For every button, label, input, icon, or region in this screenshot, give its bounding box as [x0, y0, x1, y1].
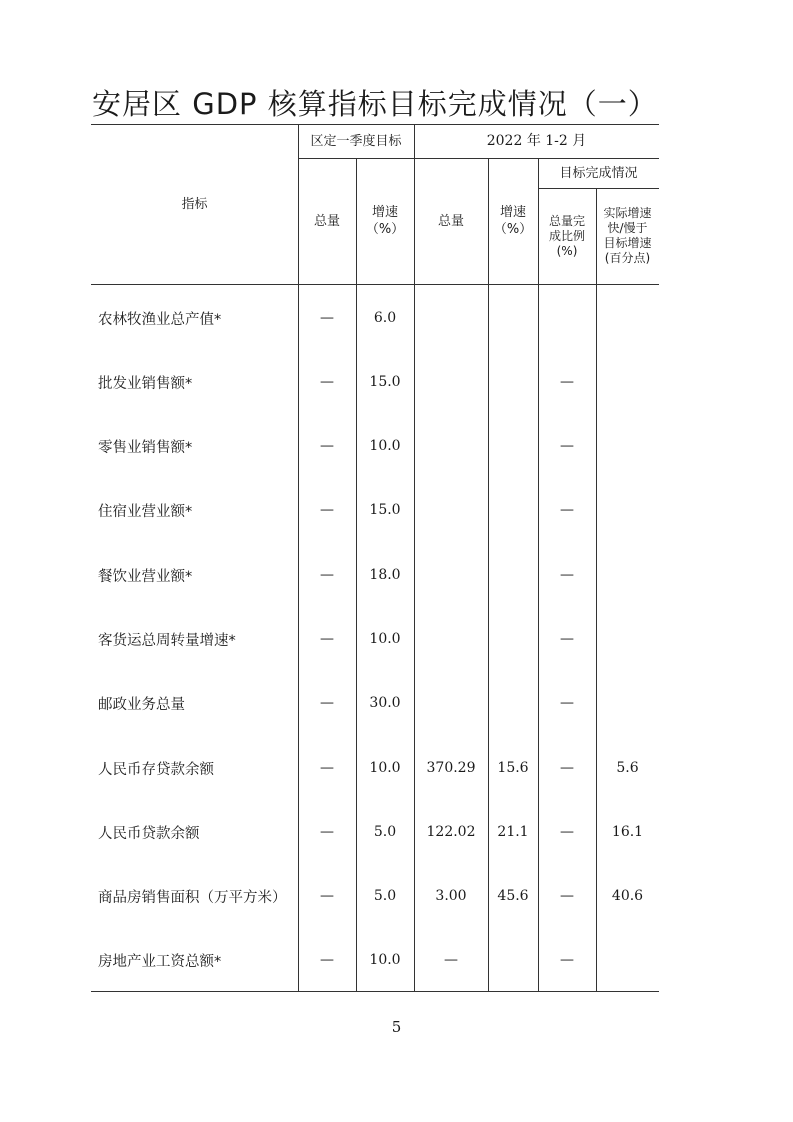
- target-growth-cell: 5.0: [373, 887, 397, 904]
- ratio-cell: [538, 306, 596, 330]
- page-title: 安居区 GDP 核算指标目标完成情况（一）: [92, 87, 658, 121]
- row-label: 房地产业工资总额*: [98, 953, 222, 970]
- target-total-cell: —: [320, 437, 334, 454]
- target-growth-cell: 10.0: [369, 759, 401, 776]
- actual-growth-cell: [488, 498, 538, 522]
- target-total-cell: —: [320, 887, 334, 904]
- target-growth-cell: 10.0: [369, 437, 401, 454]
- ratio-cell: —: [560, 951, 574, 968]
- actual-growth-cell: [488, 563, 538, 587]
- row-label: 零售业销售额*: [98, 439, 193, 456]
- actual-growth-cell: [488, 627, 538, 651]
- header-total-ratio: 总量完 成比例 (%): [548, 213, 585, 258]
- page-number: 5: [391, 1018, 402, 1036]
- target-total-cell: —: [320, 630, 334, 647]
- actual-total-cell: —: [444, 951, 458, 968]
- diff-cell: [596, 306, 659, 330]
- actual-growth-cell: 45.6: [497, 887, 529, 904]
- diff-cell: [596, 498, 659, 522]
- target-total-cell: —: [320, 823, 334, 840]
- ratio-cell: —: [560, 694, 574, 711]
- header-target-group: 区定一季度目标: [310, 133, 402, 149]
- header-actual-growth: 增速 （%）: [493, 205, 533, 237]
- header-completion-group: 目标完成情况: [559, 165, 638, 181]
- header-speed-diff: 实际增速 快/慢于 目标增速 (百分点): [603, 206, 652, 265]
- target-growth-cell: 6.0: [373, 309, 397, 326]
- actual-growth-cell: [488, 434, 538, 458]
- actual-total-cell: [414, 563, 488, 587]
- target-total-cell: —: [320, 501, 334, 518]
- target-total-cell: —: [320, 373, 334, 390]
- actual-total-cell: 370.29: [426, 759, 476, 776]
- diff-cell: [596, 691, 659, 715]
- row-label: 邮政业务总量: [98, 696, 185, 713]
- target-total-cell: —: [320, 309, 334, 326]
- actual-total-cell: [414, 691, 488, 715]
- actual-total-cell: 3.00: [435, 887, 467, 904]
- row-label: 农林牧渔业总产值*: [98, 311, 222, 328]
- row-label: 人民币存贷款余额: [98, 761, 214, 778]
- ratio-cell: —: [560, 373, 574, 390]
- row-label: 批发业销售额*: [98, 375, 193, 392]
- target-growth-cell: 15.0: [369, 373, 401, 390]
- ratio-cell: —: [560, 887, 574, 904]
- header-actual-total: 总量: [437, 213, 464, 229]
- actual-growth-cell: 15.6: [497, 759, 529, 776]
- diff-cell: [596, 370, 659, 394]
- target-growth-cell: 15.0: [369, 501, 401, 518]
- diff-cell: 16.1: [611, 823, 644, 840]
- target-total-cell: —: [320, 951, 334, 968]
- actual-total-cell: [414, 627, 488, 651]
- actual-total-cell: 122.02: [426, 823, 476, 840]
- target-total-cell: —: [320, 566, 334, 583]
- diff-cell: [596, 627, 659, 651]
- actual-growth-cell: [488, 370, 538, 394]
- ratio-cell: —: [560, 501, 574, 518]
- diff-cell: 5.6: [616, 759, 639, 776]
- row-label: 商品房销售面积（万平方米）: [98, 889, 287, 906]
- diff-cell: [596, 948, 659, 972]
- row-label: 餐饮业营业额*: [98, 568, 193, 585]
- actual-total-cell: [414, 498, 488, 522]
- target-total-cell: —: [320, 694, 334, 711]
- header-target-total: 总量: [313, 213, 340, 229]
- ratio-cell: —: [560, 630, 574, 647]
- row-label: 人民币贷款余额: [98, 825, 200, 842]
- diff-cell: [596, 563, 659, 587]
- diff-cell: 40.6: [611, 887, 644, 904]
- actual-growth-cell: [488, 948, 538, 972]
- actual-growth-cell: [488, 306, 538, 330]
- actual-total-cell: [414, 434, 488, 458]
- target-growth-cell: 30.0: [369, 694, 401, 711]
- ratio-cell: —: [560, 823, 574, 840]
- diff-cell: [596, 434, 659, 458]
- target-growth-cell: 10.0: [369, 951, 401, 968]
- row-label: 住宿业营业额*: [98, 503, 193, 520]
- actual-total-cell: [414, 370, 488, 394]
- target-total-cell: —: [320, 759, 334, 776]
- actual-total-cell: [414, 306, 488, 330]
- target-growth-cell: 18.0: [369, 566, 401, 583]
- ratio-cell: —: [560, 437, 574, 454]
- target-growth-cell: 10.0: [369, 630, 401, 647]
- ratio-cell: —: [560, 759, 574, 776]
- header-target-growth: 增速 （%）: [365, 205, 405, 237]
- target-growth-cell: 5.0: [373, 823, 397, 840]
- ratio-cell: —: [560, 566, 574, 583]
- actual-growth-cell: 21.1: [497, 823, 529, 840]
- row-label: 客货运总周转量增速*: [98, 632, 236, 649]
- header-indicator: 指标: [181, 196, 208, 212]
- header-period-group: 2022 年 1-2 月: [486, 132, 587, 149]
- actual-growth-cell: [488, 691, 538, 715]
